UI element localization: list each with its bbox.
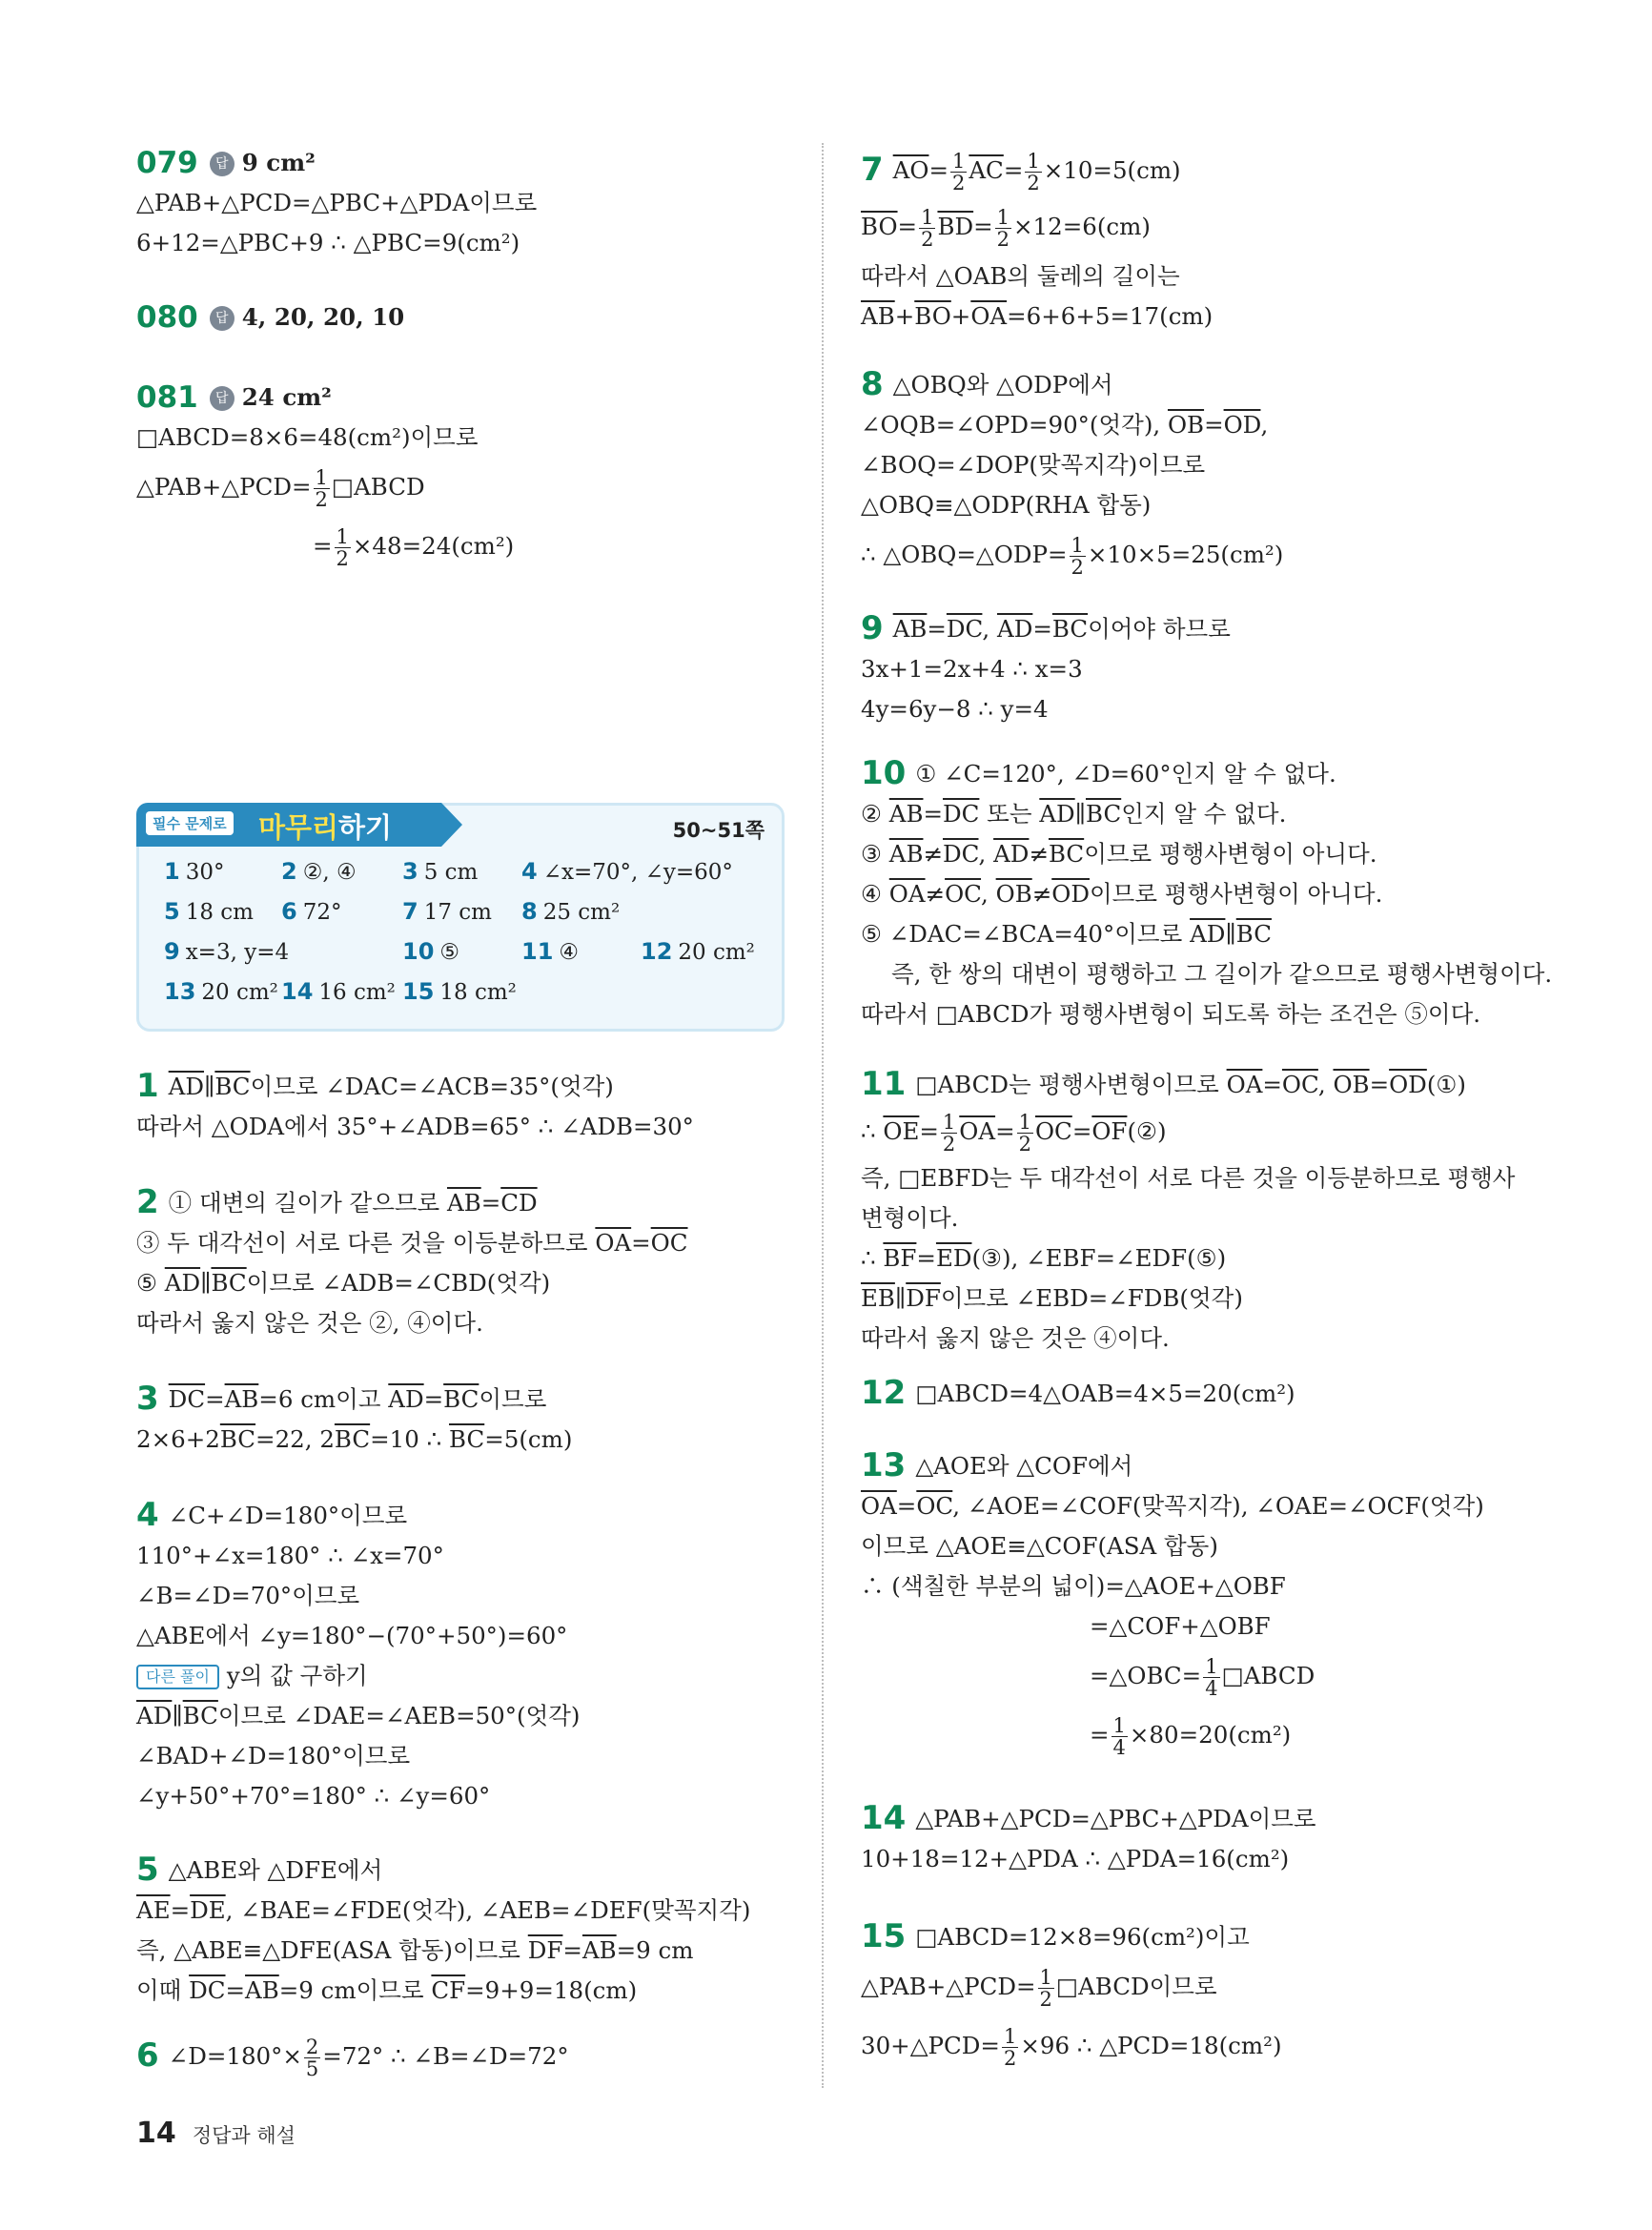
answer: 9 cm²	[241, 149, 316, 176]
summary-item: 10 ⑤	[402, 938, 460, 965]
solution-line: □ABCD=8×6=48(cm²)이므로	[136, 423, 479, 451]
problem-080	[136, 297, 789, 338]
solution-line: △PAB+△PCD= $\frac{1}{2}$ □ABCD	[136, 466, 425, 511]
problem-5: 5 △ABE와 △DFE에서 $\overline{AE}=\overline{DE}$, ∠BAE=∠FDE(엇각), ∠AEB=∠DEF(맞꼭지각) 즉, △ABE≡△DFE(ASA 합동)이므로 $\overline{DF}=\overline{AB}=9$ cm 이때 $\overline{DC}=\overline{AB}=9$ cm이므로 $\overline{CF}=9+9=18(cm)$	[136, 1851, 751, 2004]
problem-number: 4	[136, 1496, 159, 1534]
problem-number: 079	[136, 146, 198, 180]
problem-number: 1	[136, 1067, 159, 1105]
summary-tag: 필수 문제로	[146, 811, 234, 835]
problem-15: 15 □ABCD=12×8=96(cm²)이고 △PAB+△PCD= $\frac{1}{2}$ □ABCD이므로 30+△PCD= $\frac{1}{2}$ ×96 ∴ △PCD=18(cm²)	[861, 1917, 1282, 2070]
solution-line: △PAB+△PCD=△PBC+△PDA이므로	[136, 189, 538, 216]
summary-item: 5 18 cm	[164, 898, 254, 925]
problem-10: 10 ① ∠C=120°, ∠D=60°인지 알 수 없다. ② $\overline{AB}=\overline{DC}$ 또는 $\overline{AD}\parallel\overline{BC}$인지 알 수 없다. ③ $\overline{AB}\ne\overline{DC}$, $\overline{AD}\ne\overline{BC}$이므로 평행사변형이 아니다. ④ $\overline{OA}\ne\overline{OC}$, $\overline{OB}\ne\overline{OD}$이므로 평행사변형이 아니다. ⑤ ∠DAC=∠BCA=40°이므로 $\overline{AD}\parallel\overline{BC}$ 즉, 한 쌍의 대변이 평행하고 그 길이가 같으므로 평행사변형이다. 따라서 □ABCD가 평행사변형이 되도록 하는 조건은 ⑤이다.	[861, 754, 1553, 1028]
problem-number: 7	[861, 151, 884, 189]
fraction: $\frac{1}{2}$	[336, 525, 349, 570]
alt-solution-tag: 다른 풀이	[136, 1665, 219, 1689]
answer-badge-icon: 답	[210, 152, 235, 176]
answer-badge-icon: 답	[210, 306, 235, 331]
problem-8: 8 △OBQ와 △ODP에서 ∠OQB=∠OPD=90°(엇각), $\overline{OB}=\overline{OD}$, ∠BOQ=∠DOP(맞꼭지각)이므로 △OBQ≡△ODP(RHA 합동) ∴ △OBQ=△ODP= $\frac{1}{2}$ ×10×5=25(cm²)	[861, 365, 1284, 579]
summary-answer-box	[136, 803, 785, 1032]
summary-item: 7 17 cm	[402, 898, 492, 925]
problem-number: 5	[136, 1851, 159, 1889]
problem-14: 14 △PAB+△PCD=△PBC+△PDA이므로 10+18=12+△PDA ∴ △PDA=16(cm²)	[861, 1799, 1316, 1872]
answer: 4, 20, 20, 10	[241, 303, 405, 331]
solution-line: 따라서 옳지 않은 것은 ②, ④이다.	[136, 1309, 483, 1337]
answer: 24 cm²	[241, 383, 332, 411]
problem-11: 11 □ABCD는 평행사변형이므로 $\overline{OA}=\overline{OC}$, $\overline{OB}=\overline{OD}(①)$ ∴ $\overline{OE}=$ $\frac{1}{2}$ $\overline{OA}=$ $\frac{1}{2}$ $\overline{OC}=\overline{OF}(②)$ 즉, □EBFD는 두 대각선이 서로 다른 것을 이등분하므로 평행사 변형이다. ∴ $\overline{BF}=\overline{ED}(③)$, ∠EBF=∠EDF(⑤) $\overline{EB}\parallel\overline{DF}$이므로 ∠EBD=∠FDB(엇각) 따라서 옳지 않은 것은 ④이다.	[861, 1065, 1516, 1352]
problem-081	[136, 378, 789, 576]
problem-12: 12 □ABCD=4△OAB=4×5=20(cm²)	[861, 1374, 1295, 1412]
summary-item: 15 18 cm²	[402, 978, 517, 1005]
summary-item: 4 ∠x=70°, ∠y=60°	[521, 858, 733, 885]
problem-4: 4 ∠C+∠D=180°이므로 110°+∠x=180° ∴ ∠x=70° ∠B=∠D=70°이므로 △ABE에서 ∠y=180°−(70°+50°)=60° 다른 풀이 y의 값 구하기 $\overline{AD}\parallel\overline{BC}$이므로 ∠DAE=∠AEB=50°(엇각) ∠BAD+∠D=180°이므로 ∠y+50°+70°=180° ∴ ∠y=60°	[136, 1496, 581, 1810]
summary-item: 12 20 cm²	[641, 938, 755, 965]
problem-number: 15	[861, 1917, 907, 1955]
problem-9: 9 $\overline{AB}=\overline{DC}$, $\overline{AD}=\overline{BC}$이어야 하므로 3x+1=2x+4 ∴ x=3 4y=6y−8 ∴ y=4	[861, 609, 1231, 723]
problem-number: 3	[136, 1380, 159, 1418]
summary-item: 8 25 cm²	[521, 898, 621, 925]
fraction: $\frac{1}{2}$	[315, 466, 328, 511]
summary-title: 마무리하기	[258, 811, 393, 844]
summary-pages: 50~51쪽	[672, 819, 765, 842]
problem-number: 6	[136, 2036, 159, 2075]
problem-13: 13 △AOE와 △COF에서 $\overline{OA}=\overline{OC}$, ∠AOE=∠COF(맞꼭지각), ∠OAE=∠OCF(엇각) 이므로 △AOE≡△COF(ASA 합동) ∴ (색칠한 부분의 넓이)=△AOE+△OBF =△COF+△OBF =△OBC= $\frac{1}{4}$ □ABCD = $\frac{1}{4}$ ×80=20(cm²)	[861, 1446, 1484, 1759]
summary-item: 1 30°	[164, 858, 225, 885]
summary-item: 14 16 cm²	[281, 978, 396, 1005]
page-footer-title: 정답과 해설	[192, 2124, 296, 2147]
problem-number: 2	[136, 1183, 159, 1221]
summary-item: 3 5 cm	[402, 858, 479, 885]
problem-2: 2 ① 대변의 길이가 같으므로 $\overline{AB}=\overline{CD}$ ③ 두 대각선이 서로 다른 것을 이등분하므로 $\overline{OA}=\overline{OC}$ ⑤ $\overline{AD}\parallel\overline{BC}$이므로 ∠ADB=∠CBD(엇각) 따라서 옳지 않은 것은 ②, ④이다.	[136, 1182, 789, 1343]
problem-number: 080	[136, 300, 198, 335]
summary-item: 11 ④	[521, 938, 580, 965]
solution-line: 6+12=△PBC+9 ∴ △PBC=9(cm²)	[136, 229, 520, 256]
problem-3: 3 $\overline{DC}=\overline{AB}=6$ cm이고 $\overline{AD}=\overline{BC}$이므로 $2\times 6+2\overline{BC}=22$, $2\overline{BC}=10$ ∴ $\overline{BC}=5(cm)$	[136, 1380, 573, 1453]
summary-item: 9 x=3, y=4	[164, 938, 290, 965]
problem-number: 13	[861, 1446, 907, 1484]
answer-badge-icon: 답	[210, 386, 235, 411]
column-divider	[822, 143, 824, 2088]
summary-item: 13 20 cm²	[164, 978, 278, 1005]
solution-line: = $\frac{1}{2}$ ×48=24(cm²)	[313, 525, 515, 570]
problem-number: 14	[861, 1799, 907, 1837]
problem-7: 7 $\overline{AO}=$ $\frac{1}{2}$ $\overline{AC}=$ $\frac{1}{2}$ ×10=5(cm) $\overline{BO}=$ $\frac{1}{2}$ $\overline{BD}=$ $\frac{1}{2}$ ×12=6(cm) 따라서 △OAB의 둘레의 길이는 $\overline{AB}+\overline{BO}+\overline{OA}=6+6+5=17(cm)$	[861, 150, 1214, 330]
problem-number: 9	[861, 609, 884, 647]
page-number: 14	[136, 2117, 176, 2150]
summary-header	[136, 803, 441, 847]
page-footer	[136, 2117, 296, 2150]
problem-079	[136, 143, 789, 263]
problem-number: 12	[861, 1374, 907, 1412]
summary-item: 2 ②, ④	[281, 858, 357, 885]
problem-number: 081	[136, 380, 198, 415]
problem-1: 1 $\overline{AD}\parallel\overline{BC}$이므로 ∠DAC=∠ACB=35°(엇각) 따라서 △ODA에서 35°+∠ADB=65° ∴ ∠ADB=30°	[136, 1066, 789, 1147]
problem-6: 6 ∠D=180°× $\frac{2}{5}$ =72° ∴ ∠B=∠D=72°	[136, 2036, 569, 2080]
problem-number: 11	[861, 1065, 907, 1103]
summary-item: 6 72°	[281, 898, 342, 925]
problem-number: 10	[861, 754, 907, 792]
solution-line: 따라서 △ODA에서 35°+∠ADB=65° ∴ ∠ADB=30°	[136, 1113, 694, 1140]
problem-number: 8	[861, 365, 884, 403]
fraction: $\frac{2}{5}$	[305, 2036, 319, 2080]
